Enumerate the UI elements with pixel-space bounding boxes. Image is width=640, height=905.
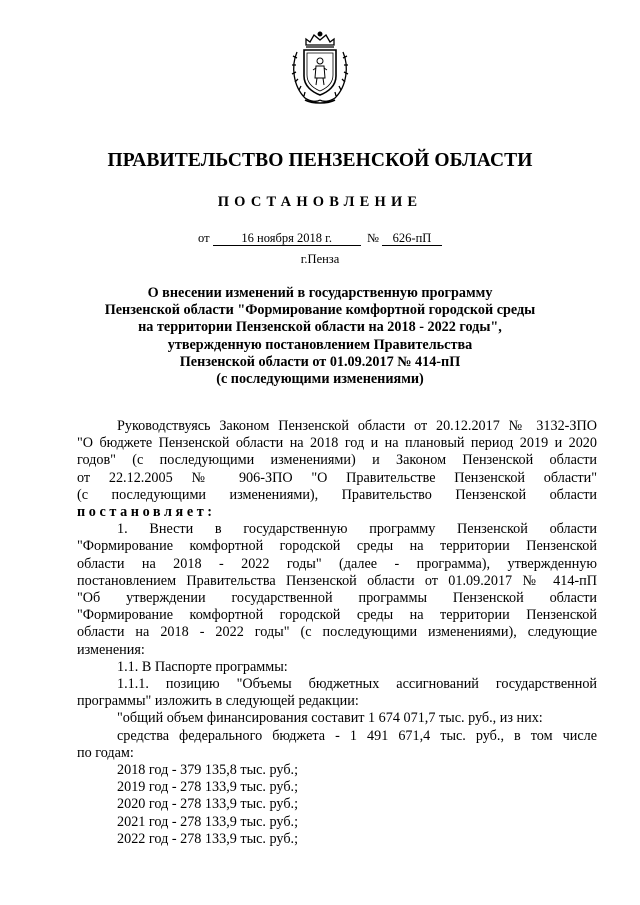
year-amount-line: 2022 год - 278 133,9 тыс. руб.; — [117, 830, 299, 847]
body-line: программы" изложить в следующей редакции: — [77, 693, 359, 710]
body-line: постановлением Правительства Пензенской области от 01.09.2017 № 414-пП — [77, 572, 597, 589]
total-financing-line: "общий объем финансирования составит 1 674 071,7 тыс. руб., из них: — [117, 710, 543, 727]
title-line: О внесении изменений в государственную программу — [147, 285, 493, 301]
body-line: 1. Внести в государственную программу Пензенской области — [117, 521, 597, 538]
body-line: (с последующими изменениями), Правительство Пензенской области — [77, 486, 597, 503]
body-line: Руководствуясь Законом Пензенской области от 20.12.2017 № 3132-ЗПО — [117, 418, 597, 434]
document-body — [77, 418, 597, 848]
body-line: средства федерального бюджета - 1 491 671,4 тыс. руб., в том числе — [117, 727, 597, 744]
body-line: по годам: — [77, 744, 134, 761]
document-date: 16 ноября 2018 г. — [213, 232, 361, 246]
year-amount-line: 2020 год - 278 133,9 тыс. руб.; — [117, 796, 299, 813]
date-number-line — [0, 231, 640, 246]
body-line: "Формирование комфортной городской среды на территории Пензенской — [77, 607, 597, 624]
body-line: изменения: — [77, 641, 145, 658]
number-sign: № — [366, 231, 379, 245]
body-line: "О бюджете Пензенской области на 2018 год и на плановый период 2019 и 2020 — [77, 435, 597, 452]
body-line: области на 2018 - 2022 годы" (с последующими изменениями), следующие — [77, 624, 597, 641]
title-line: на территории Пензенской области на 2018 - 2022 годы", — [138, 319, 502, 336]
body-line: "Об утверждении государственной программы Пензенской области — [77, 590, 597, 607]
body-line: "Формирование комфортной городской среды на территории Пензенской — [77, 538, 597, 555]
city: г.Пенза — [300, 252, 340, 266]
title-line: (с последующими изменениями) — [216, 371, 424, 388]
document-type: ПОСТАНОВЛЕНИЕ — [217, 194, 423, 210]
year-amount-line: 2019 год - 278 133,9 тыс. руб.; — [117, 779, 299, 796]
decree-word: постановляет: — [77, 504, 216, 521]
document-title — [0, 285, 640, 388]
organization-name: ПРАВИТЕЛЬСТВО ПЕНЗЕНСКОЙ ОБЛАСТИ — [107, 150, 533, 171]
year-amount-line: 2021 год - 278 133,9 тыс. руб.; — [117, 813, 299, 830]
title-line: Пензенской области "Формирование комфортной городской среды — [104, 302, 536, 319]
body-line: годов" (с последующими изменениями) и Законом Пензенской области — [77, 452, 597, 469]
document-number: 626-пП — [382, 232, 442, 246]
title-line: Пензенской области от 01.09.2017 № 414-пП — [179, 353, 461, 370]
year-amount-line: 2018 год - 379 135,8 тыс. руб.; — [117, 762, 299, 779]
body-line: от 22.12.2005 № 906-ЗПО "О Правительстве Пензенской области" — [77, 469, 597, 486]
item-1-1: 1.1. В Паспорте программы: — [117, 658, 288, 675]
title-line: утвержденную постановлением Правительства — [167, 336, 473, 353]
body-line: 1.1.1. позицию "Объемы бюджетных ассигнований государственной — [117, 676, 597, 693]
body-line: области на 2018 - 2022 годы" (далее - программа), утвержденную — [77, 555, 597, 572]
date-prefix: от — [198, 231, 210, 245]
coat-of-arms-emblem — [289, 30, 351, 106]
